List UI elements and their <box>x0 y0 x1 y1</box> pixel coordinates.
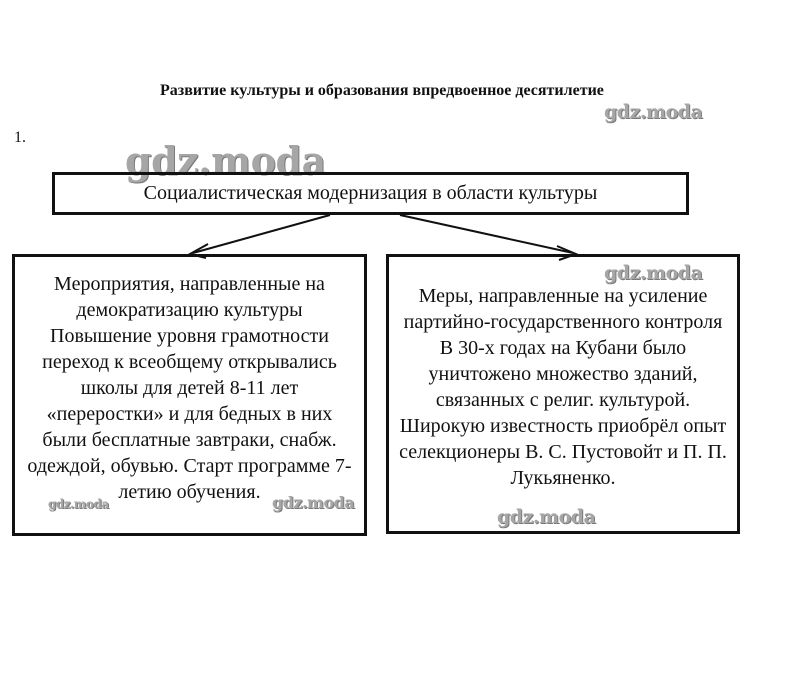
watermark-logo: gdz.moda <box>604 101 703 123</box>
top-concept-box <box>52 172 689 215</box>
top-concept-text: Социалистическая модернизация в области культуры <box>143 182 598 204</box>
document-title: Развитие культуры и образования впредвоенное десятилетие <box>160 82 604 99</box>
right-branch-body: В 30-х годах на Кубани было уничтожено множество зданий, связанных с религ. культурой. Широкую известность приобрёл опыт селекционеры В. С. Пустовойт и П. П. Лукьяненко. <box>399 337 727 489</box>
arrow-right-line <box>400 215 573 253</box>
right-branch-text <box>397 283 729 491</box>
left-branch-body: Повышение уровня грамотности переход к всеобщему открывались школы для детей 8-11 лет «переростки» и для бедных в них были бесплатные завтраки, снабж. одеждой, обувью. Старт программе 7-летию обучения. <box>27 325 352 503</box>
watermark-logo: gdz.moda <box>272 493 355 512</box>
left-branch-text <box>25 271 354 505</box>
arrow-left-line <box>193 215 330 253</box>
right-branch-box <box>386 254 740 534</box>
watermark-logo: gdz.moda <box>604 262 703 284</box>
watermark-logo: gdz.moda <box>125 138 326 183</box>
task-number: 1. <box>14 129 26 146</box>
left-branch-heading: Мероприятия, направленные на демократизацию культуры <box>54 273 325 321</box>
watermark-logo: gdz.moda <box>48 497 109 511</box>
right-branch-heading: Меры, направленные на усиление партийно-государственного контроля <box>403 285 723 333</box>
watermark-logo: gdz.moda <box>497 506 596 528</box>
